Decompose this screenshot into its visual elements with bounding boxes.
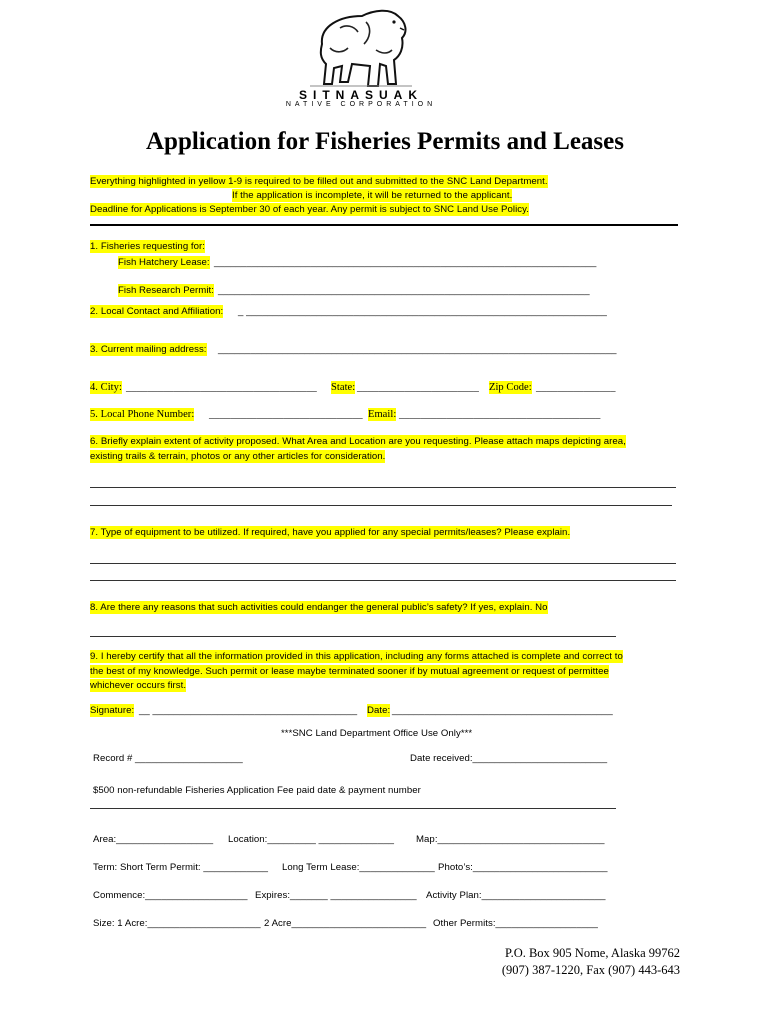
size-two-acre-field[interactable]: 2 Acre_________________________ <box>264 918 427 929</box>
q4-zip-label: Zip Code: <box>489 382 532 393</box>
location-field[interactable]: Location:_________ ______________ <box>228 834 394 845</box>
q4-city-label: 4. City: <box>90 382 122 393</box>
intro-line-2: If the application is incomplete, it will be returned to the applicant. <box>232 190 513 201</box>
area-field[interactable]: Area:__________________ <box>93 834 214 845</box>
q7-label: 7. Type of equipment to be utilized. If required, have you applied for any special permits/leases? Please explain. <box>90 527 571 538</box>
fee-answer-line[interactable] <box>90 808 616 809</box>
q8-label: 8. Are there any reasons that such activities could endanger the general public’s safety? If yes, explain. No <box>90 602 548 613</box>
q4-state-field[interactable]: _______________________ <box>357 382 479 393</box>
q7-answer-line-1[interactable] <box>90 563 676 564</box>
footer-phone: (907) 387-1220, Fax (907) 443-643 <box>501 963 680 977</box>
q8-answer-line[interactable] <box>90 636 616 637</box>
expires-field[interactable]: Expires:_______ ________________ <box>255 890 417 901</box>
office-use-heading: ***SNC Land Department Office Use Only*** <box>281 728 473 739</box>
intro-line-1: Everything highlighted in yellow 1-9 is required to be filled out and submitted to the SNC Land Department. <box>90 176 548 187</box>
activity-plan-field[interactable]: Activity Plan:_______________________ <box>426 890 606 901</box>
logo-name: SITNASUAK <box>298 88 423 102</box>
signature-date-field[interactable]: _________________________________________ <box>392 705 613 716</box>
q2-label: 2. Local Contact and Affiliation: <box>90 306 224 317</box>
footer-address: P.O. Box 905 Nome, Alaska 99762 <box>505 946 680 960</box>
q5-phone-field[interactable]: _____________________________ <box>209 409 363 420</box>
q5-phone-label: 5. Local Phone Number: <box>90 409 195 420</box>
other-permits-field[interactable]: Other Permits:___________________ <box>433 918 598 929</box>
commence-field[interactable]: Commence:___________________ <box>93 890 248 901</box>
q7-answer-line-2[interactable] <box>90 580 676 581</box>
q9-line-2: the best of my knowledge. Such permit or lease maybe terminated sooner if by mutual agreement or request of permittee <box>90 666 609 677</box>
q3-label: 3. Current mailing address: <box>90 344 207 355</box>
polar-bear-icon <box>300 4 420 90</box>
photos-field[interactable]: Photo’s:_________________________ <box>438 862 608 873</box>
short-term-permit-field[interactable]: Term: Short Term Permit: ____________ <box>93 862 268 873</box>
q5-email-field[interactable]: ______________________________________ <box>399 409 601 420</box>
q1-research-field[interactable]: _____________________________________________________________________ <box>218 285 590 296</box>
q2-field[interactable]: _ ___________________________________________________________________ <box>238 306 607 317</box>
q1-hatchery-field[interactable]: _______________________________________________________________________ <box>214 257 597 268</box>
company-logo <box>300 4 420 90</box>
q1-hatchery-label: Fish Hatchery Lease: <box>118 257 210 268</box>
q6-answer-line-1[interactable] <box>90 487 676 488</box>
q4-state-label: State: <box>331 382 356 393</box>
fee-label: $500 non-refundable Fisheries Application Fee paid date & payment number <box>93 785 421 796</box>
q5-email-label: Email: <box>368 409 397 420</box>
q6-line-2: existing trails & terrain, photos or any other articles for consideration. <box>90 451 386 462</box>
signature-date-label: Date: <box>367 705 391 716</box>
date-received-field[interactable]: Date received:_________________________ <box>410 753 608 764</box>
logo-subtitle: NATIVE CORPORATION <box>285 101 437 108</box>
signature-label: Signature: <box>90 705 135 716</box>
page-title: Application for Fisheries Permits and Leases <box>146 128 624 155</box>
signature-field[interactable]: __ ______________________________________ <box>139 705 358 716</box>
q9-line-1: 9. I hereby certify that all the information provided in this application, including any forms attached is complete and correct to <box>90 651 623 662</box>
q6-line-1: 6. Briefly explain extent of activity proposed. What Area and Location are you requesting. Please attach maps depicting area, <box>90 436 626 447</box>
record-number-field[interactable]: Record # ____________________ <box>93 753 243 764</box>
long-term-lease-field[interactable]: Long Term Lease:______________ <box>282 862 435 873</box>
map-field[interactable]: Map:_______________________________ <box>416 834 605 845</box>
q4-city-field[interactable]: ____________________________________ <box>126 382 317 393</box>
q1-research-label: Fish Research Permit: <box>118 285 214 296</box>
size-one-acre-field[interactable]: Size: 1 Acre:_____________________ <box>93 918 261 929</box>
q3-field[interactable]: __________________________________________________________________________ <box>218 344 617 355</box>
intro-line-3: Deadline for Applications is September 30 of each year. Any permit is subject to SNC Land Use Policy. <box>90 204 529 215</box>
q6-answer-line-2[interactable] <box>90 505 672 506</box>
q4-zip-field[interactable]: _______________ <box>536 382 616 393</box>
q9-line-3: whichever occurs first. <box>90 680 187 691</box>
q1-label: 1. Fisheries requesting for: <box>90 241 205 252</box>
section-divider <box>90 224 678 226</box>
